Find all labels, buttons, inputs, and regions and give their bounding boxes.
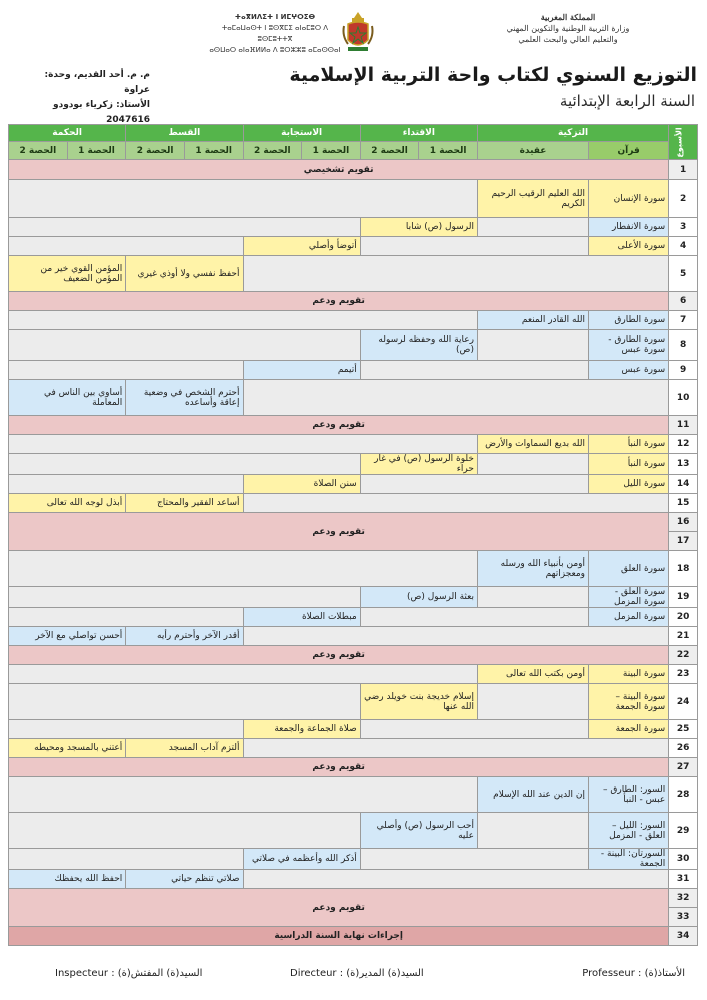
sub-header-session: الحصة 2 xyxy=(243,142,302,160)
annual-plan-table xyxy=(8,124,698,946)
teacher-name: الأستاذ: زكرياء بودودو xyxy=(53,100,150,110)
empty-cell xyxy=(9,311,478,330)
group-header-istijaba: الاستجابة xyxy=(243,125,360,142)
week-number: 34 xyxy=(669,927,698,946)
iqtida-cell: بعثة الرسول (ص) xyxy=(360,587,477,608)
sub-header-session: الحصة 1 xyxy=(184,142,243,160)
empty-cell xyxy=(9,665,478,684)
end-of-year-cell: إجراءات نهاية السنة الدراسية xyxy=(9,927,669,946)
iqtida-cell: رعاية الله وحفظه لرسوله (ص) xyxy=(360,330,477,361)
hikma-cell: أساوي بين الناس في المعاملة xyxy=(9,380,126,416)
table-row xyxy=(9,361,698,380)
qist-cell: ألتزم آداب المسجد xyxy=(126,739,243,758)
empty-cell xyxy=(9,237,244,256)
week-number: 7 xyxy=(669,311,698,330)
review-cell: تقويم ودعم xyxy=(9,889,669,927)
empty-cell xyxy=(243,494,669,513)
quran-cell: سورة النبأ xyxy=(589,454,669,475)
sub-header-session: الحصة 1 xyxy=(302,142,361,160)
week-header-label: الأسبوع xyxy=(674,126,684,158)
professor-signature-label: الأستاذ(ة) : Professeur xyxy=(582,968,685,979)
quran-cell: سورة الليل xyxy=(589,475,669,494)
week-number: 5 xyxy=(669,256,698,292)
table-row xyxy=(9,927,698,946)
ministry-block xyxy=(453,12,683,45)
week-number: 8 xyxy=(669,330,698,361)
empty-cell xyxy=(360,237,588,256)
empty-cell xyxy=(477,684,588,720)
empty-cell xyxy=(360,608,588,627)
quran-cell: سورة البينة xyxy=(589,665,669,684)
week-number: 1 xyxy=(669,160,698,180)
qist-cell: أحفظ نفسي ولا أوذي غيري xyxy=(126,256,243,292)
inspector-signature-label: السيد(ة) المفتش(ة) : Inspecteur xyxy=(55,968,203,979)
ministry-line-2: وزارة التربية الوطنية والتكوين المهني xyxy=(506,24,630,33)
empty-cell xyxy=(9,777,478,813)
quran-cell: سورة الطارق xyxy=(589,311,669,330)
teacher-school: م. م. أحد القديم، وحدة: عراوة xyxy=(44,70,150,95)
empty-cell xyxy=(9,330,361,361)
review-cell: تقويم ودعم xyxy=(9,416,669,435)
week-number: 29 xyxy=(669,813,698,849)
qist-cell: أحترم الشخص في وضعية إعاقة وأساعده xyxy=(126,380,243,416)
empty-cell xyxy=(9,361,244,380)
table-row xyxy=(9,720,698,739)
table-row xyxy=(9,587,698,608)
week-header xyxy=(669,125,698,160)
quran-cell: السور: الليل – العلق - المزمل xyxy=(589,813,669,849)
quran-cell: سورة البينة – سورة الجمعة xyxy=(589,684,669,720)
empty-cell xyxy=(477,454,588,475)
empty-cell xyxy=(9,435,478,454)
hikma-cell: أحسن تواصلي مع الآخر xyxy=(9,627,126,646)
aqida-cell: الله العليم الرقيب الرحيم الكريم xyxy=(477,180,588,218)
week-number: 30 xyxy=(669,849,698,870)
director-signature-label: السيد(ة) المدير(ة) : Directeur xyxy=(290,968,424,979)
table-row xyxy=(9,739,698,758)
table-row xyxy=(9,494,698,513)
empty-cell xyxy=(243,380,669,416)
week-number: 14 xyxy=(669,475,698,494)
table-row xyxy=(9,777,698,813)
week-number: 31 xyxy=(669,870,698,889)
empty-cell xyxy=(243,870,669,889)
quran-cell: سورة النبأ xyxy=(589,435,669,454)
empty-cell xyxy=(243,256,669,292)
week-number: 22 xyxy=(669,646,698,665)
table-row xyxy=(9,551,698,587)
week-number: 16 xyxy=(669,513,698,532)
table-row xyxy=(9,160,698,180)
table-row xyxy=(9,237,698,256)
week-number: 10 xyxy=(669,380,698,416)
istijaba-cell: صلاة الجماعة والجمعة xyxy=(243,720,360,739)
table-row xyxy=(9,475,698,494)
table-row xyxy=(9,256,698,292)
review-cell: تقويم ودعم xyxy=(9,646,669,665)
table-row xyxy=(9,416,698,435)
group-header-hikma: الحكمة xyxy=(9,125,126,142)
group-header-iqtida: الاقتداء xyxy=(360,125,477,142)
table-row xyxy=(9,646,698,665)
quran-cell: سورة عبس xyxy=(589,361,669,380)
empty-cell xyxy=(477,330,588,361)
quran-cell: سورة العلق xyxy=(589,551,669,587)
table-row xyxy=(9,813,698,849)
week-number: 32 xyxy=(669,889,698,908)
empty-cell xyxy=(243,739,669,758)
empty-cell xyxy=(243,627,669,646)
week-number: 15 xyxy=(669,494,698,513)
table-row xyxy=(9,435,698,454)
table-row xyxy=(9,627,698,646)
hikma-cell: أبذل لوجه الله تعالى xyxy=(9,494,126,513)
quran-cell: سورة الطارق - سورة عبس xyxy=(589,330,669,361)
review-cell: تقويم ودعم xyxy=(9,758,669,777)
group-header-tazkiya: التزكية xyxy=(477,125,668,142)
aqida-cell: إن الدين عند الله الإسلام xyxy=(477,777,588,813)
istijaba-cell: سنن الصلاة xyxy=(243,475,360,494)
table-row xyxy=(9,454,698,475)
page-header xyxy=(0,0,707,125)
table-row xyxy=(9,380,698,416)
sub-header-aqida: عقيدة xyxy=(477,142,588,160)
table-row xyxy=(9,684,698,720)
iqtida-cell: أحب الرسول (ص) وأصلي عليه xyxy=(360,813,477,849)
week-number: 12 xyxy=(669,435,698,454)
empty-cell xyxy=(9,551,478,587)
week-number: 33 xyxy=(669,908,698,927)
tifinagh-block xyxy=(205,12,345,56)
quran-cell: سورة الجمعة xyxy=(589,720,669,739)
quran-cell: سورة الإنسان xyxy=(589,180,669,218)
table-row xyxy=(9,870,698,889)
table-row xyxy=(9,292,698,311)
week-number: 28 xyxy=(669,777,698,813)
week-number: 26 xyxy=(669,739,698,758)
week-number: 18 xyxy=(669,551,698,587)
hikma-cell: احفظ الله يحفظك xyxy=(9,870,126,889)
quran-cell: سورة المزمل xyxy=(589,608,669,627)
tifinagh-line-2: ⵜⴰⵎⴰⵡⴰⵙⵜ ⵏ ⵓⵙⴳⵎⵉ ⴰⵏⴰⵎⵓⵔ ⴷ ⵓⵙⵎⵓⵜⵜⴳ xyxy=(221,24,329,43)
week-number: 20 xyxy=(669,608,698,627)
empty-cell xyxy=(9,587,361,608)
review-cell: تقويم ودعم xyxy=(9,513,669,551)
empty-cell xyxy=(9,454,361,475)
tifinagh-line-3: ⴰⵙⵡⴰⵔ ⴰⵏⴰⴼⵍⵍⴰ ⴷ ⵓⵔⵣⵣⵓ ⴰⵎⴰⵙⵙⴰⵏ xyxy=(209,46,341,54)
aqida-cell: أومن بأنبياء الله ورسله ومعجزاتهم xyxy=(477,551,588,587)
qist-cell: صلاتي تنظم حياتي xyxy=(126,870,243,889)
empty-cell xyxy=(9,608,244,627)
table-row xyxy=(9,180,698,218)
aqida-cell: الله بديع السماوات والأرض xyxy=(477,435,588,454)
week-number: 4 xyxy=(669,237,698,256)
empty-cell xyxy=(9,475,244,494)
week-number: 3 xyxy=(669,218,698,237)
week-number: 25 xyxy=(669,720,698,739)
empty-cell xyxy=(9,684,361,720)
royal-emblem-icon xyxy=(340,10,376,54)
sub-header-session: الحصة 1 xyxy=(419,142,478,160)
review-cell: تقويم ودعم xyxy=(9,292,669,311)
ministry-line-1: المملكة المغربية xyxy=(540,12,596,22)
istijaba-cell: أتوضأ وأصلي xyxy=(243,237,360,256)
table-row xyxy=(9,665,698,684)
quran-cell: السور: الطارق – عبس - النبأ xyxy=(589,777,669,813)
table-row xyxy=(9,513,698,532)
empty-cell xyxy=(9,720,244,739)
ministry-line-3: والتعليم العالي والبحث العلمي xyxy=(518,35,618,44)
empty-cell xyxy=(360,475,588,494)
empty-cell xyxy=(9,813,361,849)
empty-cell xyxy=(360,361,588,380)
quran-cell: السورتان: البينة - الجمعة xyxy=(589,849,669,870)
sub-header-session: الحصة 2 xyxy=(360,142,419,160)
week-number: 6 xyxy=(669,292,698,311)
page-subtitle: السنة الرابعة الإبتدائية xyxy=(559,92,695,110)
week-number: 21 xyxy=(669,627,698,646)
sub-header-session: الحصة 2 xyxy=(126,142,185,160)
hikma-cell: المؤمن القوي خير من المؤمن الضعيف xyxy=(9,256,126,292)
empty-cell xyxy=(360,720,588,739)
week-number: 23 xyxy=(669,665,698,684)
empty-cell xyxy=(9,218,361,237)
week-number: 2 xyxy=(669,180,698,218)
group-header-qist: القسط xyxy=(126,125,243,142)
week-number: 24 xyxy=(669,684,698,720)
sub-header-session: الحصة 2 xyxy=(9,142,68,160)
empty-cell xyxy=(477,218,588,237)
review-cell: تقويم تشخيصي xyxy=(9,160,669,180)
istijaba-cell: أتيمم xyxy=(243,361,360,380)
empty-cell xyxy=(9,849,244,870)
istijaba-cell: مبطلات الصلاة xyxy=(243,608,360,627)
table-row xyxy=(9,311,698,330)
week-number: 19 xyxy=(669,587,698,608)
quran-cell: سورة الانفطار xyxy=(589,218,669,237)
table-row xyxy=(9,758,698,777)
week-number: 9 xyxy=(669,361,698,380)
tifinagh-line-1: ⵜⴰⴳⵍⴷⵉⵜ ⵏ ⵍⵎⵖⵔⵉⴱ xyxy=(234,13,316,21)
qist-cell: أساعد الفقير والمحتاج xyxy=(126,494,243,513)
week-number: 11 xyxy=(669,416,698,435)
iqtida-cell: إسلام خديجة بنت خويلد رضي الله عنها xyxy=(360,684,477,720)
teacher-code: 2047616 xyxy=(106,115,150,125)
sub-header-session: الحصة 1 xyxy=(67,142,126,160)
empty-cell xyxy=(477,587,588,608)
empty-cell xyxy=(360,849,588,870)
aqida-cell: أومن بكتب الله تعالى xyxy=(477,665,588,684)
teacher-info xyxy=(20,68,150,128)
empty-cell xyxy=(477,813,588,849)
iqtida-cell: الرسول (ص) شابا xyxy=(360,218,477,237)
week-number: 13 xyxy=(669,454,698,475)
hikma-cell: أعتني بالمسجد ومحيطه xyxy=(9,739,126,758)
table-row xyxy=(9,608,698,627)
iqtida-cell: خلوة الرسول (ص) في غار حراء xyxy=(360,454,477,475)
quran-cell: سورة العلق - سورة المزمل xyxy=(589,587,669,608)
empty-cell xyxy=(9,180,478,218)
week-number: 27 xyxy=(669,758,698,777)
qist-cell: أقدر الآخر وأحترم رأيه xyxy=(126,627,243,646)
table-row xyxy=(9,330,698,361)
page-title: التوزيع السنوي لكتاب واحة التربية الإسلامية xyxy=(289,64,697,86)
sub-header-quran: قرآن xyxy=(589,142,669,160)
quran-cell: سورة الأعلى xyxy=(589,237,669,256)
table-row xyxy=(9,849,698,870)
week-number: 17 xyxy=(669,532,698,551)
aqida-cell: الله القادر المنعم xyxy=(477,311,588,330)
table-row xyxy=(9,889,698,908)
istijaba-cell: أذكر الله وأعظمه في صلاتي xyxy=(243,849,360,870)
table-row xyxy=(9,218,698,237)
